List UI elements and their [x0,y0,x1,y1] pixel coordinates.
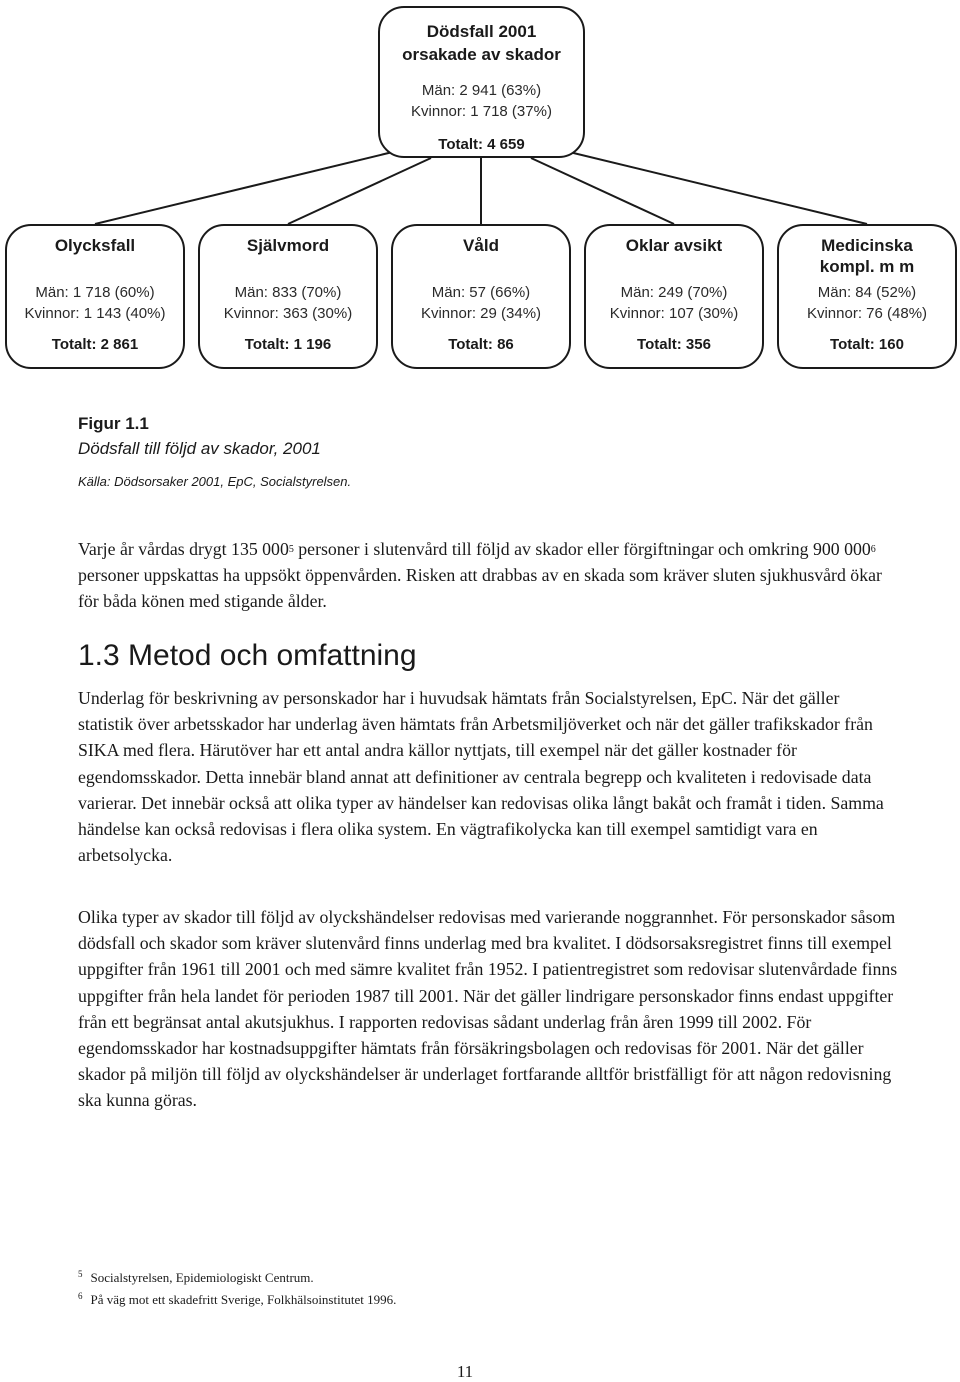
footnote-number: 5 [78,1269,83,1279]
child-node-sjalvmord [198,224,378,369]
intro-text-3: personer uppskattas ha uppsökt öppenvården. Risken att drabbas av en skada som kräver sluten sjukhusvård ökar för båda könen med stigande ålder. [78,565,882,612]
footnote-ref-6[interactable]: 6 [870,544,876,555]
child-title-line2: kompl. m m [819,257,915,276]
footnote-text: På väg mot ett skadefritt Sverige, Folkhälsoinstitutet 1996. [90,1292,397,1307]
child-total: Totalt: 2 861 [51,336,139,353]
child-total: Totalt: 86 [448,336,514,353]
child-women: Kvinnor: 1 143 (40%) [24,305,166,322]
root-node-deaths-2001 [378,6,585,158]
figure-caption [78,414,898,490]
child-title: Oklar avsikt [625,236,723,255]
child-total: Totalt: 356 [637,336,711,353]
child-men: Män: 249 (70%) [620,284,728,301]
section-heading: 1.3 Metod och omfattning [78,639,417,672]
child-men: Män: 833 (70%) [234,284,342,301]
root-total: Totalt: 4 659 [438,136,525,153]
figure-source: Källa: Dödsorsaker 2001, EpC, Socialstyrelsen. [78,474,352,489]
footnote-6 [78,1292,396,1309]
child-women: Kvinnor: 363 (30%) [223,305,353,322]
footnote-number: 6 [78,1291,83,1301]
root-women: Kvinnor: 1 718 (37%) [411,103,552,120]
footnote-5 [78,1270,314,1287]
child-title: Olycksfall [54,236,136,255]
child-men: Män: 57 (66%) [431,284,531,301]
child-title-line1: Medicinska [821,236,913,255]
root-title-line2: orsakade av skador [402,45,561,64]
child-total: Totalt: 160 [830,336,904,353]
intro-text-1: Varje år vårdas drygt 135 000 [78,539,289,559]
page-number: 11 [456,1362,474,1381]
child-title: Våld [463,236,499,255]
section-paragraph-1: Underlag för beskrivning av personskador har i huvudsak hämtats från Socialstyrelsen, EpC. När det gäller statistik över arbetsskador har underlag även hämtats från Arbetsmiljöverket och när det gäller trafikskador från SIKA med flera. Härutöver har ett antal andra källor nyttjats, till exempel när det gäller kostnader för egendomsskador. Detta innebär bland annat att definitioner av centrala begrepp och kvaliteten i redovisade data varierar. Det innebär också att olika typer av händelser kan redovisas olika långt bakåt och framåt i tiden. Samma händelse kan också redovisas i flera olika system. En vägtrafikolycka kan till exempel samtidigt vara en arbetsolycka. [78,688,884,866]
intro-text-2: personer i slutenvård till följd av skador eller förgiftningar och omkring 900 000 [293,539,871,559]
child-node-oklar-avsikt [584,224,764,369]
root-men: Män: 2 941 (63%) [421,82,542,99]
child-men: Män: 84 (52%) [817,284,917,301]
child-women: Kvinnor: 107 (30%) [609,305,739,322]
child-total: Totalt: 1 196 [244,336,332,353]
figure-title: Dödsfall till följd av skador, 2001 [78,439,321,458]
child-node-vald [391,224,571,369]
child-men: Män: 1 718 (60%) [35,284,155,301]
footnote-ref-5[interactable]: 5 [288,544,294,555]
child-women: Kvinnor: 29 (34%) [420,305,542,322]
child-node-medicinska-kompl [777,224,957,369]
child-women: Kvinnor: 76 (48%) [806,305,928,322]
section-paragraph-2: Olika typer av skador till följd av olyckshändelser redovisas med varierande noggrannhet. För personskador såsom dödsfall och skador som kräver slutenvård finns underlag med bra kvalitet. I dödsorsaksregistret finns till exempel uppgifter från 1961 till 2001 och med sämre kvalitet från 1952. I patientregistret som redovisar slutenvårdade finns uppgifter från hela landet för perioden 1987 till 2001. När det gäller lindrigare personskador finns endast uppgifter från ett begränsat antal akutsjukhus. I rapporten redovisas sådant underlag från åren 1999 till 2002. För egendomsskador har kostnadsuppgifter hämtats från försäkringsbolagen och redovisas för 2001. När det gäller skador på miljön till följd av olyckshändelser är underlaget fortfarande alltför bristfälligt för att någon redovisning ska kunna göras. [78,907,898,1111]
child-node-olycksfall [5,224,185,369]
footnote-text: Socialstyrelsen, Epidemiologiskt Centrum. [90,1270,314,1285]
root-title-line1: Dödsfall 2001 [426,22,537,41]
intro-paragraph [78,536,898,615]
child-title: Självmord [246,236,330,255]
figure-label: Figur 1.1 [78,414,149,433]
